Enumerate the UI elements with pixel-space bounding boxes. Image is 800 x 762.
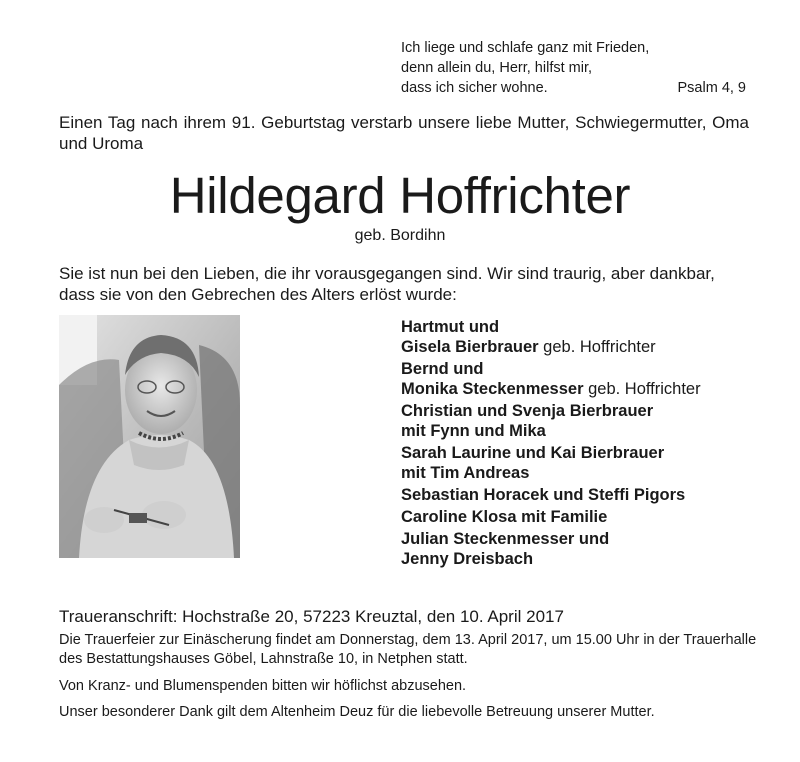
family-name: Sebastian Horacek und Steffi Pigors bbox=[401, 486, 686, 504]
family-name: Bernd und bbox=[401, 360, 484, 378]
psalm-line: denn allein du, Herr, hilfst mir, bbox=[401, 60, 593, 76]
psalm-verse bbox=[401, 38, 746, 98]
family-entry bbox=[401, 317, 761, 357]
mourning-address: Traueranschrift: Hochstraße 20, 57223 Kreuztal, den 10. April 2017 bbox=[59, 607, 564, 626]
family-line bbox=[401, 337, 761, 357]
psalm-line: dass ich sicher wohne. bbox=[401, 80, 548, 96]
family-note: geb. Hoffrichter bbox=[583, 380, 701, 398]
psalm-reference: Psalm 4, 9 bbox=[677, 80, 746, 96]
family-name: Julian Steckenmesser und bbox=[401, 530, 610, 548]
deceased-name: Hildegard Hoffrichter bbox=[169, 167, 631, 224]
family-name: Monika Steckenmesser bbox=[401, 380, 584, 398]
family-line bbox=[401, 463, 761, 483]
family-entry bbox=[401, 443, 761, 483]
lead-text bbox=[59, 263, 749, 305]
intro-text: Einen Tag nach ihrem 91. Geburtstag verstarb unsere liebe Mutter, Schwiegermutter, Oma und Uroma bbox=[59, 113, 749, 153]
family-entry bbox=[401, 507, 761, 527]
family-name: mit Fynn und Mika bbox=[401, 422, 546, 440]
lead-line: dass sie von den Gebrechen des Alters erlöst wurde: bbox=[59, 285, 457, 304]
family-entry bbox=[401, 529, 761, 569]
portrait-image bbox=[59, 315, 240, 558]
funeral-notice: Die Trauerfeier zur Einäscherung findet am Donnerstag, dem 13. April 2017, um 15.00 Uhr in der Trauerhalle des Bestattungshauses Göbel, Lahnstraße 10, in Netphen statt. bbox=[59, 632, 757, 667]
portrait-photo bbox=[59, 315, 240, 558]
family-line bbox=[401, 549, 761, 569]
family-name: mit Tim Andreas bbox=[401, 464, 530, 482]
family-line bbox=[401, 443, 761, 463]
family-entry bbox=[401, 359, 761, 399]
psalm-line: Ich liege und schlafe ganz mit Frieden, bbox=[401, 40, 650, 56]
family-line bbox=[401, 379, 761, 399]
family-line bbox=[401, 507, 761, 527]
family-entry bbox=[401, 485, 761, 505]
family-name: Caroline Klosa mit Familie bbox=[401, 508, 608, 526]
lead-line: Sie ist nun bei den Lieben, die ihr vorausgegangen sind. Wir sind traurig, aber dankbar, bbox=[59, 264, 715, 283]
family-note: geb. Hoffrichter bbox=[538, 338, 656, 356]
family-line bbox=[401, 421, 761, 441]
family-list bbox=[401, 317, 761, 571]
family-line bbox=[401, 485, 761, 505]
family-line bbox=[401, 359, 761, 379]
family-name: Hartmut und bbox=[401, 318, 500, 336]
family-entry bbox=[401, 401, 761, 441]
donation-notice: Von Kranz- und Blumenspenden bitten wir höflichst abzusehen. bbox=[59, 678, 467, 694]
family-line bbox=[401, 317, 761, 337]
thanks-notice: Unser besonderer Dank gilt dem Altenheim Deuz für die liebevolle Betreuung unserer Mutter. bbox=[59, 704, 655, 720]
family-name: Christian und Svenja Bierbrauer bbox=[401, 402, 654, 420]
birth-name: geb. Bordihn bbox=[354, 227, 446, 244]
family-name: Jenny Dreisbach bbox=[401, 550, 534, 568]
family-name: Sarah Laurine und Kai Bierbrauer bbox=[401, 444, 665, 462]
family-line bbox=[401, 401, 761, 421]
family-name: Gisela Bierbrauer bbox=[401, 338, 539, 356]
family-line bbox=[401, 529, 761, 549]
